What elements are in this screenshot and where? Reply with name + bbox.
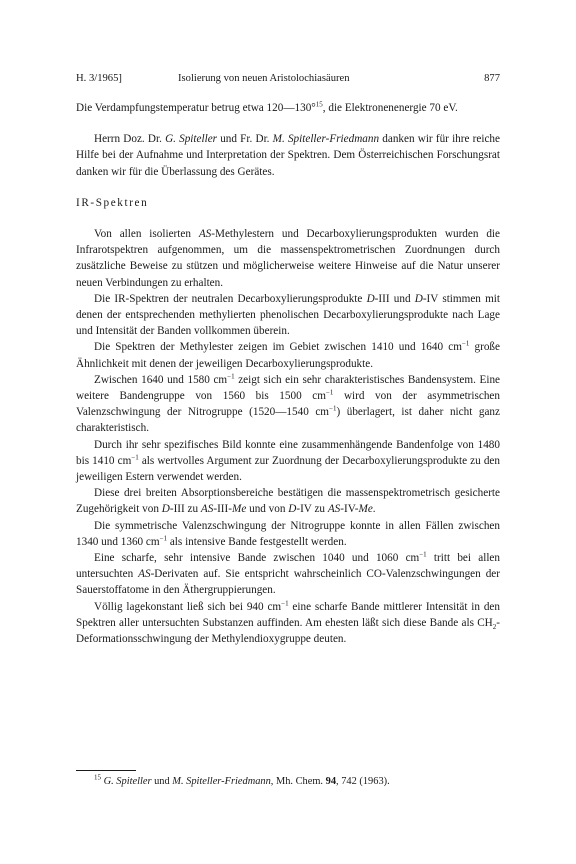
- header-issue: H. 3/1965]: [76, 73, 122, 84]
- paragraph-evaporation: Die Verdampfungstemperatur betrug etwa 120—130°$^{15}$, die Elektronenenergie 70 eV.: [76, 100, 458, 114]
- paragraph-ir-5: Durch ihr sehr spezifisches Bild konnte eine zusammenhängende Bandenfolge von 1480 bis 1410 $cm^{-1}$ als wertvolles Argument zur Zuordnung der Decarboxylierungsprodukte zu den jeweiligen Estern verwendet werden.: [76, 438, 500, 484]
- paragraph-ir-1: Von allen isolierten AS-Methylestern und Decarboxylierungsprodukten wurden die Infrarotspektren aufgenommen, um die massenspektrometrischen Zuordnungen durch zusätzliche Beweise zu stützen und möglicherweise weitere Hinweise auf die Natur unserer neuen Verbindungen zu erhalten.: [76, 228, 500, 289]
- paragraph-ir-4: Zwischen 1640 und 1580 $cm^{-1}$ zeigt sich ein sehr charakteristisches Bandensystem. Eine weitere Bandengruppe von 1560 bis 1500 $cm^{-1}$ wird von der asymmetrischen Valenzschwingung der Nitrogruppe (1520—1540 $cm^{-1}$) überlagert, ist daher nicht ganz charakteristisch.: [76, 372, 500, 435]
- main-text: [76, 100, 500, 647]
- footnote: $^{15}$ G. Spiteller und M. Spiteller-Friedmann, Mh. Chem. 94, 742 (1963).: [94, 773, 390, 787]
- footnote-number: 15: [94, 773, 101, 782]
- paragraph-ir-8: Eine scharfe, sehr intensive Bande zwischen 1040 und 1060 $cm^{-1}$ tritt bei allen untersuchten AS-Derivaten auf. Sie entspricht wahrscheinlich CO-Valenzschwingungen der Sauerstoffatome in den Äthergruppierungen.: [76, 550, 500, 597]
- paragraph-ir-2: Die IR-Spektren der neutralen Decarboxylierungsprodukte D-III und D-IV stimmen mit denen der entsprechenden methylierten phenolischen Decarboxylierungsprodukte nach Lage und Intensität der Banden vollkommen überein.: [76, 292, 500, 338]
- section-heading: IR-Spektren: [76, 196, 149, 209]
- page-number: 877: [484, 73, 500, 84]
- paragraph-acknowledgement: Herrn Doz. Dr. G. Spiteller und Fr. Dr. M. Spiteller-Friedmann danken wir für ihre reiche Hilfe bei der Aufnahme und Interpretation der Spektren. Dem Österreichischen Forschungsrat danken wir für die Überlassung des Gerätes.: [76, 133, 500, 178]
- footnote-ref: 15: [315, 100, 323, 109]
- paragraph-ir-3: Die Spektren der Methylester zeigen im Gebiet zwischen 1410 und 1640 $cm^{-1}$ große Ähnlichkeit mit denen der jeweiligen Decarboxylierungsprodukte.: [76, 339, 500, 370]
- paragraph-ir-7: Die symmetrische Valenzschwingung der Nitrogruppe konnte in allen Fällen zwischen 1340 und 1360 $cm^{-1}$ als intensive Bande festgestellt werden.: [76, 519, 500, 548]
- paragraph-ir-6: Diese drei breiten Absorptionsbereiche bestätigen die massenspektrometrisch gesicherte Zugehörigkeit von D-III zu AS-III-Me und von D-IV zu AS-IV-Me.: [76, 487, 500, 516]
- footnote-divider: [76, 770, 136, 771]
- paragraph-ir-9: Völlig lagekonstant ließ sich bei 940 $cm^{-1}$ eine scharfe Bande mittlerer Intensität in den Spektren aller untersuchten Substanzen auffinden. Am ehesten läßt sich diese Bande als $CH_2$-Deformationsschwingung der Methylendioxygruppe deuten.: [76, 598, 500, 646]
- header-title: Isolierung von neuen Aristolochiasäuren: [178, 73, 350, 84]
